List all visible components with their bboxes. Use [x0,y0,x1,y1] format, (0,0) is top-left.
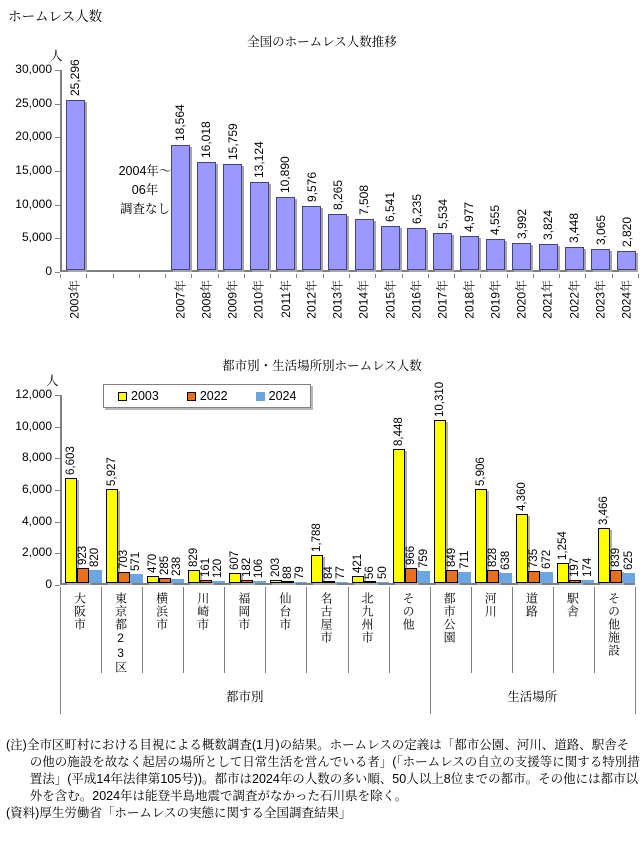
y-axis-tick-label: 5,000 [21,230,52,245]
y-axis-tick-mark [55,205,60,206]
bar [355,219,374,270]
bar-value-label: 829 [187,547,200,567]
year-slot [246,70,272,319]
bar-2022 [77,568,89,583]
category-slot [555,395,596,583]
y-axis-tick-label: 2,000 [21,545,52,560]
legend-swatch-2003 [118,392,127,401]
bar-value-label: 15,759 [225,123,240,160]
bar-2024 [253,581,266,583]
bar-value-label: 672 [540,549,553,569]
bar-2024 [171,579,184,583]
x-axis-tick-mark [402,274,403,278]
legend-item [187,389,228,403]
category-separator-line [224,587,225,673]
category-separator-line [183,587,184,673]
year-slot [535,70,561,319]
chart2-legend [103,384,311,408]
note-text: (注)全市区町村における目視による概数調査(1月)の結果。ホームレスの定義は「都市公園、河川、道路、駅舎その他の施設を故なく起居の場所として日常生活を営んでいる者」(「ホームレスの自立の支援等に関する特別措置法」(平成14年法律第105号))。都市は2024年の人数の多い順、50人以上8位までの都市。その他には都市以外を含む。2024年は能登半島地震で調査がなかった石川県を除く。 [6,738,640,803]
x-axis-year-label: 2017年 [435,280,450,319]
y-axis-tick-label: 12,000 [15,387,52,401]
year-slot [456,70,482,319]
bar-value-label: 421 [352,553,364,573]
bar-value-label: 182 [240,557,253,577]
group-boundary-line [60,587,61,714]
x-axis-tick-mark [296,274,297,278]
bar-value-label: 106 [253,558,266,578]
y-axis-tick-mark [55,104,60,105]
bar-value-label: 849 [446,547,459,567]
legend-label: 2003 [131,389,159,403]
x-axis-year-label: 2010年 [252,280,267,319]
bar-value-label: 238 [171,556,184,576]
category-slot [308,395,349,583]
bar-value-label: 638 [499,550,512,570]
chart1-plot-area [60,59,638,319]
bar-value-label: 3,824 [541,209,556,240]
bar-value-label: 839 [610,547,623,567]
y-axis-tick-label: 25,000 [15,95,52,110]
bar [66,100,85,270]
x-axis-tick-mark [191,274,192,278]
bar-value-label: 625 [622,550,635,570]
x-axis-tick-mark [375,274,376,278]
chart1-y-unit-label: 人 [50,49,63,63]
legend-swatch-2022 [187,392,196,401]
bar-2003 [106,489,118,583]
bar-2003 [147,576,159,583]
category-separator-line [471,587,472,673]
year-slot [614,70,640,319]
chart1-title: 全国のホームレス人数推移 [247,35,397,49]
bar [223,164,242,270]
chart2-title: 都市別・生活場所別ホームレス人数 [222,359,422,373]
year-slot [509,70,535,319]
bar-2022 [241,580,253,583]
year-slot [404,70,430,319]
bar-value-label: 285 [158,555,171,575]
bar-value-label: 2,820 [619,216,634,247]
year-slot [587,70,613,319]
bar [250,182,269,270]
legend-swatch-2024 [256,392,265,401]
bar-value-label: 84 [322,566,335,579]
bar-value-label: 3,065 [593,214,608,245]
y-axis-tick-mark [55,70,60,71]
bar-2024 [581,580,594,583]
x-axis-category-label: 福岡市 [236,592,251,631]
bar-value-label: 16,018 [199,121,214,158]
group-boundary-line [635,587,636,714]
category-slot [432,381,473,583]
bar-value-label: 56 [364,566,376,579]
bar [433,233,452,270]
x-axis-tick-mark [139,274,140,278]
year-slot [62,59,88,319]
x-axis-category-label: 駅舎 [565,592,580,618]
bar-value-label: 5,906 [475,457,488,486]
bar [407,228,426,270]
x-axis-tick-mark [244,274,245,278]
bar-value-label: 1,788 [310,523,323,552]
year-slot [325,70,351,319]
bar-2024 [294,582,307,583]
y-axis-tick-label: 10,000 [15,418,52,433]
x-axis-tick-mark [585,274,586,278]
year-slot [430,70,456,319]
category-separator-line [142,587,143,673]
x-axis-tick-mark [507,274,508,278]
bar-2003 [229,573,241,583]
category-slot [267,395,308,583]
bar-value-label: 8,265 [330,179,345,210]
year-slot [220,70,246,319]
bar [486,239,505,270]
x-axis-category-label: 仙台市 [277,592,292,631]
x-axis-year-label: 2016年 [409,280,424,319]
bar-value-label: 3,992 [514,208,529,239]
axis-group-label: 生活場所 [507,690,558,704]
x-axis-category-label: 横浜市 [154,592,169,631]
bar-value-label: 25,296 [68,59,83,96]
x-axis-tick-mark [428,274,429,278]
bar-value-label: 13,124 [252,141,267,178]
year-slot [351,70,377,319]
legend-item [256,389,297,403]
bar-value-label: 79 [294,566,307,579]
bar-2003 [475,489,487,583]
bar-2003 [65,478,77,583]
bar-2022 [159,578,171,583]
bar-value-label: 174 [581,557,594,577]
x-axis-year-label: 2011年 [278,280,293,318]
category-separator-line [306,587,307,673]
y-axis-tick-label: 4,000 [21,513,52,528]
bar-2022 [118,572,130,583]
x-axis-tick-mark [559,274,560,278]
bar-2022 [487,570,499,583]
bar-2024 [622,573,635,583]
bar-value-label: 5,927 [105,457,118,486]
bar-value-label: 6,603 [64,446,77,475]
y-axis-tick-label: 30,000 [15,62,52,76]
bar-value-label: 703 [117,549,130,569]
bar-value-label: 50 [376,566,389,579]
bar [539,244,558,270]
bar-2022 [610,570,622,583]
x-axis-year-label: 2003年 [68,280,83,319]
x-axis-tick-mark [454,274,455,278]
category-separator-line [389,587,390,673]
y-axis-tick-mark [55,522,60,523]
bar-value-label: 161 [199,557,212,577]
bar-value-label: 10,890 [278,156,293,193]
bar-value-label: 1,254 [557,531,570,560]
bar-value-label: 9,576 [304,171,319,202]
x-axis-year-label: 2015年 [383,280,398,319]
x-axis-tick-mark [638,274,639,278]
axis-group-label: 都市別 [226,690,264,704]
bar-value-label: 759 [417,548,430,568]
chart2-y-unit-label: 人 [46,374,59,388]
y-axis-tick-mark [55,458,60,459]
x-axis-year-label: 2022年 [567,280,582,319]
x-axis-year-label: 2014年 [357,280,372,319]
y-axis-tick-label: 0 [45,264,52,278]
bar-value-label: 10,310 [434,381,447,417]
category-slot [514,395,555,583]
x-axis-category-label: その他 [401,592,416,631]
y-axis-tick-mark [55,490,60,491]
x-axis-category-label: 東京都23区 [113,592,128,674]
bar [460,236,479,270]
y-axis-tick-mark [55,585,60,586]
x-axis-tick-mark [612,274,613,278]
x-axis-tick-mark [60,274,61,278]
bar-value-label: 7,508 [357,184,372,215]
category-slot [350,395,391,583]
category-slot [473,395,514,583]
x-axis-category-label: 都市公園 [442,592,457,644]
x-axis-year-label: 2007年 [173,280,188,319]
x-axis-category-label: 河川 [483,592,498,618]
bar [512,243,531,270]
y-axis-tick-mark [55,137,60,138]
bar-2024 [335,582,348,583]
bar [328,214,347,270]
x-axis-year-label: 2019年 [488,280,503,319]
no-survey-annotation: 2004年〜 06年 調査なし [118,164,172,216]
bar-2003 [270,580,282,583]
bar-2003 [188,570,200,583]
x-axis-category-label: その他施設 [606,592,621,657]
group-boundary-line [430,587,431,714]
bar-2024 [212,581,225,583]
bar-value-label: 4,977 [462,201,477,232]
bar-2022 [364,581,376,583]
category-separator-line [512,587,513,673]
year-slot [377,70,403,319]
bar-value-label: 966 [405,545,418,565]
x-axis-category-label: 名古屋市 [318,592,333,644]
x-axis-category-label: 道路 [524,592,539,618]
category-separator-line [265,587,266,673]
bar-value-label: 4,360 [516,482,529,511]
bar-value-label: 4,555 [488,204,503,235]
bar-value-label: 3,448 [567,212,582,243]
category-slot [103,395,144,583]
bar-value-label: 18,564 [173,104,188,141]
x-axis-category-label: 川崎市 [195,592,210,631]
x-axis-year-label: 2021年 [541,280,556,319]
legend-label: 2022 [199,389,228,403]
y-axis-tick-mark [55,238,60,239]
bar-value-label: 6,541 [383,191,398,222]
bar-value-label: 735 [528,548,541,568]
x-axis-category-label: 大阪市 [72,592,87,631]
x-axis-year-label: 2009年 [225,280,240,319]
x-axis-year-label: 2012年 [304,280,319,319]
x-axis-year-label: 2018年 [462,280,477,319]
bar-2022 [446,570,458,583]
bar-2022 [200,580,212,583]
bar-2022 [405,568,417,583]
bar-value-label: 197 [569,557,582,577]
footnotes [6,737,640,822]
bar [381,226,400,270]
bar-value-label: 711 [458,550,471,569]
bar-value-label: 828 [487,547,500,567]
bar-value-label: 607 [228,550,241,570]
x-axis-tick-mark [480,274,481,278]
bar-2024 [417,571,430,583]
bar-value-label: 5,534 [435,198,450,229]
x-axis-tick-mark [113,274,114,278]
bar-value-label: 120 [212,558,225,578]
category-slot [596,395,637,583]
x-axis-year-label: 2013年 [330,280,345,319]
bar-2024 [376,582,389,583]
x-axis-tick-mark [86,274,87,278]
bar-2024 [458,572,471,583]
bar-2022 [569,580,581,583]
x-axis-tick-mark [349,274,350,278]
bar-2024 [540,572,553,583]
x-axis-year-label: 2023年 [593,280,608,319]
bar [617,251,636,270]
source-text: (資料)厚生労働省「ホームレスの実態に関する全国調査結果」 [6,806,352,820]
bar-value-label: 923 [76,545,89,565]
category-separator-line [553,587,554,673]
bar-2022 [282,581,294,583]
y-axis-tick-mark [55,553,60,554]
y-axis-tick-label: 6,000 [21,482,52,496]
bar-value-label: 6,235 [409,193,424,224]
legend-item [118,389,159,403]
bar-value-label: 203 [269,557,282,577]
x-axis-year-label: 2020年 [514,280,529,319]
x-axis-tick-mark [218,274,219,278]
bar-value-label: 3,466 [598,496,611,525]
category-separator-line [101,587,102,673]
x-axis-tick-mark [270,274,271,278]
bar-value-label: 571 [130,551,143,571]
year-slot [561,70,587,319]
bar [591,249,610,270]
y-axis-tick-label: 8,000 [21,450,52,465]
x-axis-tick-mark [165,274,166,278]
bar-value-label: 820 [89,547,101,567]
y-axis-tick-mark [55,272,60,273]
x-axis-year-label: 2024年 [619,280,634,319]
x-axis-year-label: 2008年 [199,280,214,319]
y-axis-tick-mark [55,427,60,428]
legend-label: 2024 [268,389,297,403]
bar-2022 [528,571,540,583]
year-slot [298,70,324,319]
bar-value-label: 77 [335,566,348,579]
category-slot [144,395,185,583]
bar-value-label: 470 [146,553,159,573]
y-axis-tick-label: 0 [45,577,52,591]
bar [276,197,295,270]
y-axis-tick-mark [55,395,60,396]
x-axis-category-label: 北九州市 [360,592,375,644]
bar [565,247,584,270]
category-separator-line [594,587,595,673]
bar-2024 [499,573,512,583]
page-title: ホームレス人数 [8,9,103,24]
chart2-plot-area [60,381,635,585]
y-axis-tick-mark [55,171,60,172]
category-slot [391,395,432,583]
bar-value-label: 8,448 [393,417,406,446]
category-slot [62,395,103,583]
bar-2024 [130,574,143,583]
year-slot [482,70,508,319]
x-axis-tick-mark [323,274,324,278]
bar-2022 [323,581,335,583]
y-axis-tick-label: 20,000 [15,129,52,144]
y-axis-tick-label: 10,000 [15,196,52,211]
bar-2024 [89,570,102,583]
bar-value-label: 88 [281,566,294,579]
x-axis-tick-mark [533,274,534,278]
category-separator-line [348,587,349,673]
y-axis-tick-label: 15,000 [15,163,52,177]
category-slot [185,395,226,583]
year-slot [272,70,298,318]
category-slot [226,395,267,583]
bar [302,206,321,270]
